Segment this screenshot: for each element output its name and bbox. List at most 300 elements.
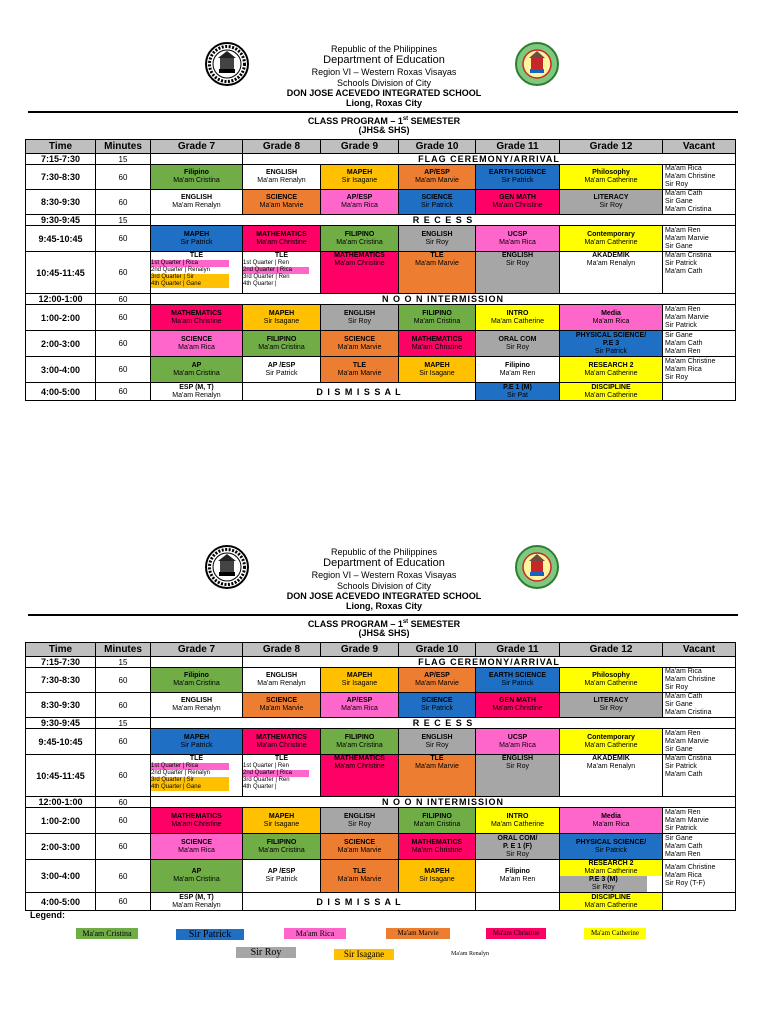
teacher-name: Ma'am Catherine [584, 680, 638, 687]
teacher-name: Ma'am Renalyn [172, 901, 221, 909]
subject-cell [399, 252, 476, 294]
teacher-name: Sir Roy [506, 260, 529, 267]
teacher-name: Sir Patrick [501, 680, 534, 687]
table-row [26, 252, 736, 294]
span-row-label: R E C E S S [151, 718, 736, 729]
span-row-label: D I S M I S S A L [243, 383, 476, 401]
subject-name: EARTH SCIENCE [488, 169, 547, 176]
subject-cell [476, 252, 560, 294]
minutes-cell: 60 [96, 860, 151, 893]
school-location: Liong, Roxas City [345, 98, 422, 108]
subject-cell [243, 808, 321, 834]
teacher-name: Ma'am Renalyn [257, 680, 306, 687]
subject-cell [321, 226, 399, 252]
subject-cell [560, 668, 663, 693]
teacher-name: Ma'am Catherine [584, 177, 638, 184]
class-schedule-table [25, 642, 736, 911]
minutes-cell: 60 [96, 797, 151, 808]
school-name: DON JOSE ACEVEDO INTEGRATED SCHOOL [286, 88, 482, 98]
teacher-name: Ma'am Cath [665, 190, 703, 197]
span-row-label: FLAG CEREMONY/ARRIVAL [243, 657, 736, 668]
teacher-name: Ma'am Christine [171, 820, 222, 828]
time-cell: 12:00-1:00 [26, 294, 96, 305]
program-title: CLASS PROGRAM – 1st SEMESTER [307, 619, 461, 629]
subject-name: Contemporary [587, 230, 635, 238]
division-text: Schools Division of City [336, 78, 432, 88]
header-row [26, 140, 736, 154]
subject-cell [151, 693, 243, 718]
teacher-name: Ma'am Marvie [415, 177, 459, 184]
subject-name: AKADEMIK [592, 755, 630, 762]
subject-name: MATHEMATICS [411, 838, 463, 846]
teacher-name: Sir Roy [506, 850, 529, 858]
subject-name: ORAL COM/ [497, 834, 538, 842]
minutes-cell: 60 [96, 383, 151, 401]
span-row-label: D I S M I S S A L [243, 893, 476, 911]
teacher-name: Ma'am Catherine [584, 741, 638, 749]
teacher-name: Ma'am Ren [499, 876, 536, 883]
teacher-name: Sir Roy [599, 202, 623, 209]
teacher-name: Ma'am Ren [665, 305, 701, 313]
subject-cell [399, 305, 476, 331]
subject-cell [476, 693, 560, 718]
teacher-name: Ma'am Renalyn [172, 705, 221, 712]
subject-cell [243, 860, 321, 893]
subject-name: AP/ESP [346, 194, 373, 201]
subject-name: DISCIPLINE [591, 383, 631, 391]
minutes-cell: 60 [96, 668, 151, 693]
subject-name: SCIENCE [180, 838, 213, 846]
teacher-name: Ma'am Cristina [173, 177, 220, 184]
teacher-name: Ma'am Rica [665, 668, 702, 675]
subject-cell [560, 357, 663, 383]
subject-cell [321, 331, 399, 357]
subject-cell [399, 165, 476, 190]
col-header: Grade 10 [399, 643, 476, 657]
quarter-line: 3rd Quarter | Sir [151, 777, 229, 784]
subject-cell [151, 383, 243, 401]
subject-name: TLE [352, 868, 367, 875]
teacher-name: Ma'am Rica [341, 202, 378, 209]
teacher-name: Ma'am Catherine [490, 820, 545, 828]
subject-name: FILIPINO [344, 733, 375, 741]
table-row [26, 860, 736, 893]
subject-name: Filipino [184, 169, 209, 176]
vacant-cell [663, 755, 736, 797]
teacher-name: Ma'am Christine [665, 173, 716, 180]
legend-item: Sir Isagane [334, 949, 394, 960]
subject-cell [399, 834, 476, 860]
subject-name: AKADEMIK [592, 252, 630, 259]
vacant-cell [663, 357, 736, 383]
subject-cell [560, 693, 663, 718]
department-text: Department of Education [323, 557, 445, 569]
teacher-name: Sir Gane [665, 242, 693, 250]
teacher-name: Sir Pat [506, 391, 528, 399]
teacher-name: Sir Patrick [421, 705, 453, 712]
col-header: Grade 12 [560, 643, 663, 657]
subject-cell [243, 668, 321, 693]
teacher-name: Ma'am Rica [499, 741, 536, 749]
schedule-block [0, 545, 768, 948]
table-row [26, 305, 736, 331]
col-header: Time [26, 643, 96, 657]
subject-cell [321, 252, 399, 294]
subject-name: AP [191, 361, 202, 369]
subject-cell [151, 357, 243, 383]
table-row [26, 797, 736, 808]
subject-cell [243, 331, 321, 357]
subject-cell [476, 305, 560, 331]
teacher-name: Ma'am Christine [171, 317, 222, 325]
teacher-name: Ma'am Cristina [665, 755, 712, 762]
subject-cell [476, 165, 560, 190]
subject-name: RESEARCH 2 [588, 361, 634, 369]
subject-cell [476, 808, 560, 834]
subject-cell [560, 165, 663, 190]
col-header: Minutes [96, 140, 151, 154]
subject-name: ENGLISH [421, 733, 453, 741]
school-name: DON JOSE ACEVEDO INTEGRATED SCHOOL [286, 591, 482, 601]
subject-cell [399, 226, 476, 252]
quarter-line: 4th Quarter | Gane [151, 784, 229, 791]
time-cell: 9:45-10:45 [26, 729, 96, 755]
teacher-name: Ma'am Catherine [584, 391, 638, 399]
subject-name: LITERACY [593, 194, 629, 201]
subject-name: FILIPINO [344, 230, 375, 238]
subject-cell [399, 693, 476, 718]
teacher-name: Ma'am Renalyn [172, 202, 221, 209]
table-row [26, 294, 736, 305]
teacher-name: Sir Roy [348, 317, 371, 325]
subject-cell [151, 893, 243, 911]
vacant-cell [663, 331, 736, 357]
subject-name: RESEARCH 2 [588, 860, 634, 867]
col-header: Grade 9 [321, 643, 399, 657]
teacher-name: Ma'am Cath [665, 771, 703, 778]
teacher-name: Sir Patrick [180, 741, 213, 749]
subject-name: MAPEH [268, 812, 295, 820]
subject-cell [560, 808, 663, 834]
subject-cell [399, 357, 476, 383]
teacher-name: Ma'am Catherine [584, 901, 638, 909]
subject-name: TLE [189, 252, 204, 259]
table-row [26, 718, 736, 729]
vacant-cell [663, 165, 736, 190]
minutes-cell: 60 [96, 331, 151, 357]
quarter-line: 3rd Quarter | Ren [243, 274, 290, 280]
program-subtitle: (JHS& SHS) [358, 125, 410, 135]
teacher-name: Sir Patrick [665, 321, 697, 329]
teacher-name: Ma'am Cristina [173, 680, 220, 687]
subject-name: SCIENCE [180, 335, 213, 343]
subject-name: ENGLISH [180, 194, 213, 201]
subject-cell [476, 331, 560, 357]
subject-name: MATHEMATICS [171, 812, 222, 820]
subject-name: TLE [430, 755, 444, 762]
quarter-line: 4th Quarter | [243, 784, 277, 790]
col-header: Grade 11 [476, 643, 560, 657]
teacher-name: Ma'am Cristina [258, 846, 305, 854]
minutes-cell: 60 [96, 893, 151, 911]
legend-item: Ma'am Rica [284, 928, 346, 939]
subject-name: MATHEMATICS [334, 252, 385, 259]
subject-cell [560, 729, 663, 755]
teacher-name: Sir Roy [425, 741, 449, 749]
letterhead [0, 545, 768, 611]
teacher-name: Sir Patrick [265, 369, 298, 377]
quarter-line: 2nd Quarter | Renalyn [151, 267, 210, 273]
table-row [26, 215, 736, 226]
vacant-cell [663, 834, 736, 860]
subject-name: MAPEH [424, 868, 450, 875]
subject-name: ENGLISH [343, 309, 376, 317]
teacher-name: Ma'am Cristina [413, 317, 461, 325]
subject-cell [151, 860, 243, 893]
teacher-name: Sir Patrick [665, 763, 697, 770]
teacher-name: Sir Isagane [341, 177, 378, 184]
table-row [26, 808, 736, 834]
subject-name: ENGLISH [180, 697, 213, 704]
col-header: Grade 12 [560, 140, 663, 154]
teacher-name: Sir Roy [348, 820, 371, 828]
table-row [26, 383, 736, 401]
quarter-line: 1st Quarter | Rica [151, 260, 229, 267]
empty-cell [663, 383, 736, 401]
subject-name: MAPEH [346, 169, 373, 176]
time-cell: 7:30-8:30 [26, 165, 96, 190]
table-row [26, 834, 736, 860]
subject-name: AP /ESP [267, 868, 296, 875]
tle-quarter-cell [151, 252, 243, 294]
minutes-cell: 60 [96, 808, 151, 834]
quarter-line: 2nd Quarter | Rica [243, 267, 309, 274]
vacant-cell [663, 305, 736, 331]
teacher-name: Ma'am Christine [665, 676, 716, 683]
minutes-cell: 60 [96, 729, 151, 755]
teacher-name: Ma'am Christine [411, 343, 463, 351]
republic-text: Republic of the Philippines [330, 547, 438, 557]
header-divider [28, 111, 738, 113]
minutes-cell: 15 [96, 657, 151, 668]
time-cell: 2:00-3:00 [26, 331, 96, 357]
vacant-cell [663, 693, 736, 718]
empty-cell [151, 154, 243, 165]
subject-name: Filipino [184, 672, 209, 679]
table-row [26, 165, 736, 190]
subject-cell [321, 834, 399, 860]
tle-quarter-cell [243, 252, 321, 294]
col-header: Vacant [663, 643, 736, 657]
subject-cell [476, 860, 560, 893]
subject-name: PHYSICAL SCIENCE/ [575, 838, 647, 846]
teacher-name: Sir Gane [665, 834, 693, 842]
table-row [26, 668, 736, 693]
republic-text: Republic of the Philippines [330, 44, 438, 54]
teacher-name: Ma'am Rica [665, 872, 702, 879]
empty-cell [151, 657, 243, 668]
subject-cell [321, 808, 399, 834]
time-cell: 9:45-10:45 [26, 226, 96, 252]
subject-name: UCSP [507, 733, 528, 741]
tle-quarter-cell [151, 755, 243, 797]
time-cell: 8:30-9:30 [26, 190, 96, 215]
table-row [26, 729, 736, 755]
subject-name: AP/ESP [424, 169, 450, 176]
teacher-name: Ma'am Rica [665, 365, 702, 373]
subject-cell [321, 860, 399, 893]
teacher-name: Sir Gane [665, 745, 693, 753]
table-row [26, 893, 736, 911]
time-cell: 7:15-7:30 [26, 154, 96, 165]
subject-name: Filipino [505, 361, 530, 369]
span-row-label: N O O N INTERMISSION [151, 797, 736, 808]
subject-name: MATHEMATICS [334, 755, 385, 762]
tle-quarter-cell [243, 755, 321, 797]
teacher-name: Ma'am Cristina [258, 343, 305, 351]
subject-name: MATHEMATICS [256, 733, 307, 741]
teacher-name: Ma'am Rica [178, 343, 215, 351]
subject-name: INTRO [506, 812, 529, 820]
subject-cell [560, 755, 663, 797]
time-cell: 2:00-3:00 [26, 834, 96, 860]
time-cell: 3:00-4:00 [26, 357, 96, 383]
teacher-name: Sir Patrick [665, 260, 697, 267]
teacher-name: Ma'am Rica [499, 238, 536, 246]
subject-cell [476, 668, 560, 693]
subject-cell [399, 729, 476, 755]
subject-cell [560, 860, 663, 893]
subject-cell [243, 693, 321, 718]
teacher-name: Ma'am Renalyn [172, 391, 221, 399]
quarter-line: 1st Quarter | Ren [243, 763, 289, 769]
teacher-name: Ma'am Renalyn [586, 763, 636, 770]
subject-cell [399, 668, 476, 693]
teacher-name: Ma'am Marvie [415, 680, 459, 687]
legend-item: Sir Roy [236, 947, 296, 958]
quarter-line: 2nd Quarter | Renalyn [151, 770, 210, 776]
legend-item: Ma'am Christine [486, 928, 546, 939]
teacher-name: Ma'am Marvie [665, 737, 709, 745]
teacher-name: Sir Roy [506, 763, 529, 770]
teacher-name: Ma'am Ren [665, 226, 701, 234]
teacher-name: Sir Gane [665, 198, 693, 205]
teacher-name: Ma'am Ren [499, 369, 536, 377]
subject-cell [243, 305, 321, 331]
teacher-name: Sir Roy [599, 705, 623, 712]
minutes-cell: 60 [96, 252, 151, 294]
teacher-name: Sir Patrick [595, 846, 627, 854]
subject-name: SCIENCE [265, 697, 298, 704]
subject-name: GEN MATH [499, 697, 536, 704]
teacher-name: Ma'am Cath [665, 339, 703, 347]
teacher-name: Ma'am Marvie [259, 202, 304, 209]
subject-name: Media [601, 812, 621, 820]
teacher-name: Ma'am Marvie [259, 705, 304, 712]
subject-name: LITERACY [593, 697, 629, 704]
subject-name: TLE [352, 361, 367, 369]
subject-cell [476, 383, 560, 401]
subject-name: MATHEMATICS [411, 335, 463, 343]
minutes-cell: 60 [96, 165, 151, 190]
teacher-name: Ma'am Marvie [665, 816, 709, 824]
teacher-name: Ma'am Marvie [665, 234, 709, 242]
teacher-name: Ma'am Marvie [337, 876, 382, 883]
subject-name: MAPEH [424, 361, 450, 369]
subject-name: AP/ESP [424, 672, 450, 679]
minutes-cell: 60 [96, 834, 151, 860]
teacher-name: Ma'am Ren [665, 347, 701, 355]
class-schedule-table [25, 139, 736, 401]
table-row [26, 357, 736, 383]
subject-name: DISCIPLINE [591, 893, 631, 901]
department-text: Department of Education [323, 54, 445, 66]
teacher-name: Sir Gane [665, 701, 693, 708]
span-row-label: R E C E S S [151, 215, 736, 226]
subject-cell [151, 668, 243, 693]
subject-name: ESP (M, T) [179, 383, 214, 391]
time-cell: 10:45-11:45 [26, 252, 96, 294]
teacher-name: Sir Roy [591, 884, 615, 891]
col-header: Grade 10 [399, 140, 476, 154]
subject-name: FILIPINO [266, 838, 297, 846]
teacher-name: Ma'am Renalyn [257, 177, 306, 184]
time-cell: 7:30-8:30 [26, 668, 96, 693]
quarter-line: 1st Quarter | Ren [243, 260, 289, 266]
subject-cell [321, 729, 399, 755]
subject-name: AP/ESP [346, 697, 373, 704]
subject-cell [321, 693, 399, 718]
subject-name: MAPEH [183, 230, 210, 238]
time-cell: 9:30-9:45 [26, 718, 96, 729]
time-cell: 8:30-9:30 [26, 693, 96, 718]
subject-name: SCIENCE [343, 335, 376, 343]
teacher-name: Ma'am Marvie [337, 846, 382, 854]
subject-cell [560, 893, 663, 911]
teacher-name: Ma'am Cath [665, 842, 703, 850]
subject-cell [399, 331, 476, 357]
subject-cell [560, 383, 663, 401]
subject-cell [560, 226, 663, 252]
time-cell: 7:15-7:30 [26, 657, 96, 668]
teacher-name: Ma'am Christine [334, 763, 385, 770]
teacher-name: Sir Patrick [421, 202, 453, 209]
vacant-cell [663, 860, 736, 893]
quarter-line: 3rd Quarter | Ren [243, 777, 290, 783]
teacher-name: Ma'am Christine [411, 846, 463, 854]
schedule-block [0, 42, 768, 445]
table-row [26, 693, 736, 718]
subject-cell [151, 165, 243, 190]
subject-cell [151, 834, 243, 860]
subject-cell [321, 357, 399, 383]
teacher-name: Ma'am Ren [665, 729, 701, 737]
quarter-line: 3rd Quarter | Sir [151, 274, 229, 281]
legend-item: Ma'am Marvie [386, 928, 450, 939]
teacher-name: Ma'am Cristina [665, 206, 712, 213]
subject-cell [243, 165, 321, 190]
time-cell: 3:00-4:00 [26, 860, 96, 893]
teacher-name: Ma'am Christine [665, 357, 716, 365]
time-cell: 4:00-5:00 [26, 893, 96, 911]
teacher-name: Ma'am Catherine [584, 868, 638, 875]
subject-name: Philosophy [592, 672, 630, 679]
teacher-name: Ma'am Renalyn [586, 260, 636, 267]
teacher-name: Ma'am Rica [178, 846, 215, 854]
teacher-name: Sir Gane [665, 331, 693, 339]
teacher-name: Sir Roy [665, 684, 688, 691]
legend-item: Sir Patrick [176, 929, 244, 940]
